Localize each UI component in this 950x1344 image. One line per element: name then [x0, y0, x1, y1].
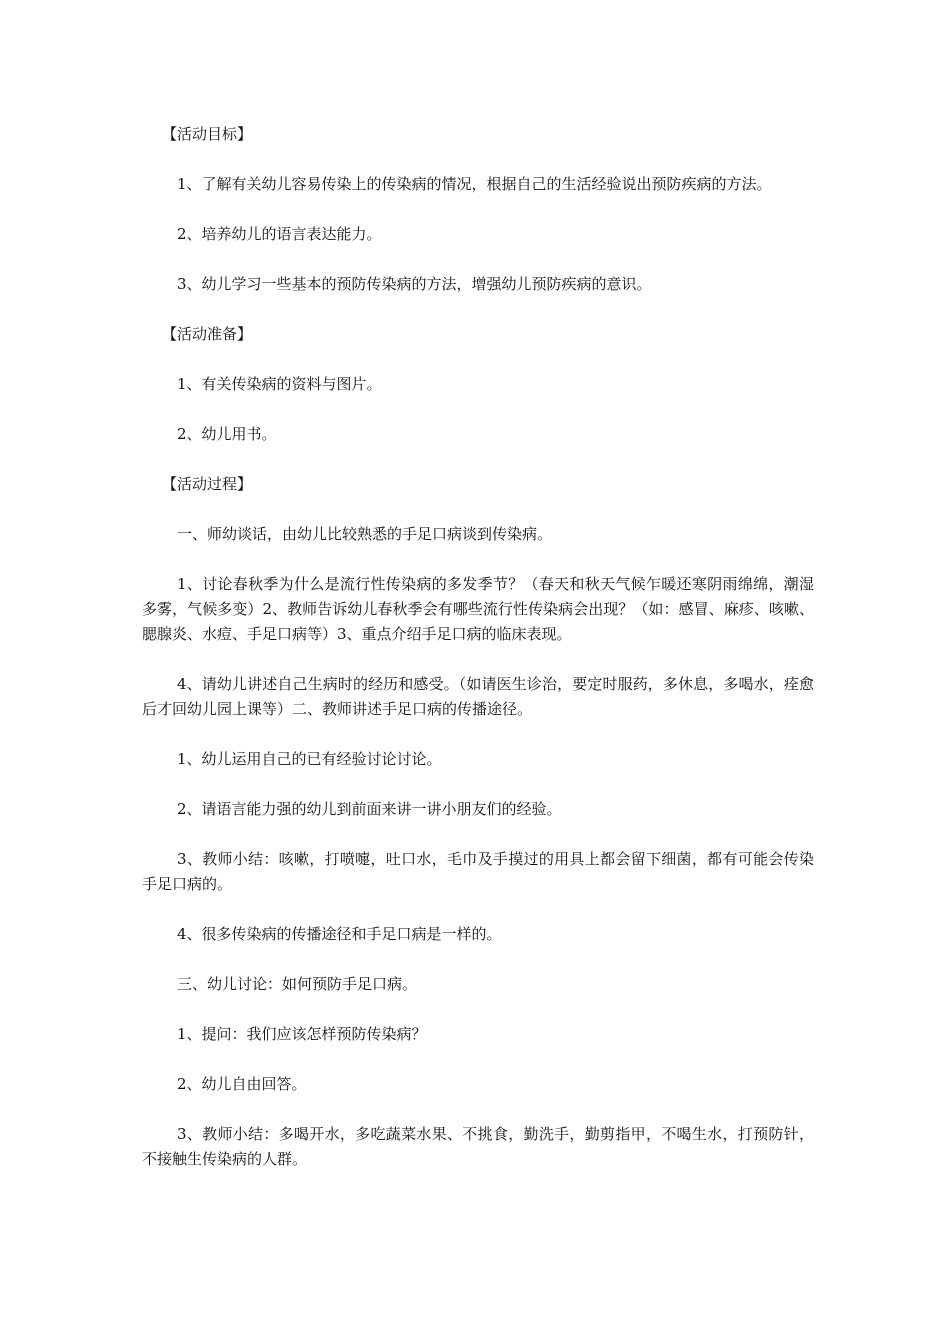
- paragraph: 3、幼儿学习一些基本的预防传染病的方法，增强幼儿预防疾病的意识。: [177, 275, 652, 293]
- paragraph: 4、请幼儿讲述自己生病时的经历和感受。（如请医生诊治，要定时服药，多休息，多喝水，痊愈后才回幼儿园上课等）二、教师讲述手足口病的传播途径。: [142, 675, 814, 718]
- document-body: [142, 122, 814, 1197]
- paragraph: 1、提问：我们应该怎样预防传染病？: [177, 1025, 427, 1043]
- section-heading-process: 【活动过程】: [162, 475, 253, 493]
- section-heading-preparation: 【活动准备】: [162, 325, 253, 343]
- paragraph: 2、幼儿用书。: [177, 425, 277, 443]
- paragraph: 2、请语言能力强的幼儿到前面来讲一讲小朋友们的经验。: [177, 800, 562, 818]
- paragraph: 三、幼儿讨论：如何预防手足口病。: [177, 975, 418, 993]
- paragraph: 1、有关传染病的资料与图片。: [177, 375, 382, 393]
- paragraph: 2、培养幼儿的语言表达能力。: [177, 225, 382, 243]
- paragraph: 一、师幼谈话，由幼儿比较熟悉的手足口病谈到传染病。: [177, 525, 553, 543]
- paragraph: 2、幼儿自由回答。: [177, 1075, 307, 1093]
- paragraph: 1、讨论春秋季为什么是流行性传染病的多发季节？（春天和秋天气候乍暖还寒阴雨绵绵，潮湿多雾，气候多变）2、教师告诉幼儿春秋季会有哪些流行性传染病会出现？（如：感冒、麻疹、咳嗽、腮腺炎、水痘、手足口病等）3、重点介绍手足口病的临床表现。: [142, 575, 814, 643]
- paragraph: 1、了解有关幼儿容易传染上的传染病的情况，根据自己的生活经验说出预防疾病的方法。: [177, 175, 772, 193]
- paragraph: 4、很多传染病的传播途径和手足口病是一样的。: [177, 925, 502, 943]
- paragraph: 3、教师小结：咳嗽，打喷嚏，吐口水，毛巾及手摸过的用具上都会留下细菌，都有可能会传染手足口病的。: [142, 850, 814, 893]
- section-heading-goals: 【活动目标】: [162, 125, 253, 143]
- paragraph: 1、幼儿运用自己的已有经验讨论讨论。: [177, 750, 442, 768]
- paragraph: 3、教师小结：多喝开水，多吃蔬菜水果、不挑食，勤洗手，勤剪指甲，不喝生水，打预防针，不接触生传染病的人群。: [142, 1125, 814, 1168]
